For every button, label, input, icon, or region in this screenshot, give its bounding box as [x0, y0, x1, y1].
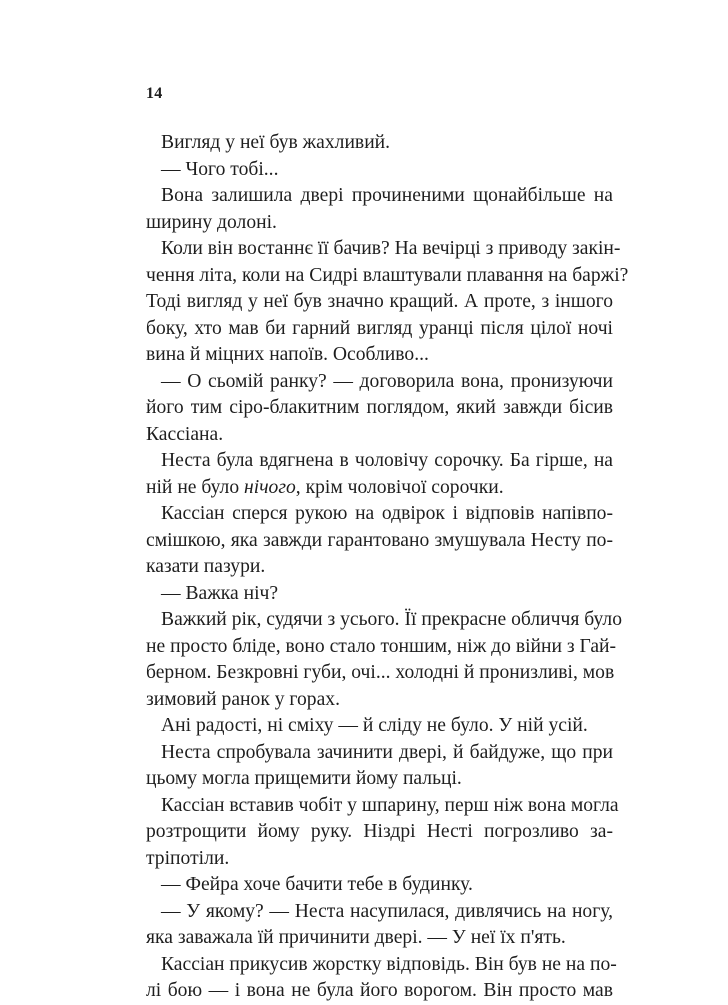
text-line	[146, 581, 613, 608]
text-segment: вина й міцних напоїв. Особливо...	[146, 344, 429, 365]
text-segment: Вона залишила двері прочиненими щонайбільше на	[161, 185, 613, 206]
text-line	[146, 395, 613, 422]
text-segment: — У якому? — Неста насупилася, дивлячись на ногу,	[161, 900, 613, 922]
text-line	[146, 713, 613, 740]
text-segment: Коли він востаннє її бачив? На вечірці з приводу закін-	[161, 238, 621, 259]
body-text	[146, 130, 629, 1005]
text-segment: зимовий ранок у горах.	[146, 688, 340, 710]
text-line	[146, 634, 617, 661]
text-segment: цьому могла прищемити йому пальці.	[146, 768, 462, 789]
text-line	[146, 263, 629, 290]
text-line	[146, 899, 613, 926]
text-segment: яка заважала їй причинити двері. — У неї їх п'ять.	[146, 927, 566, 948]
text-segment: Тоді вигляд у неї був значно кращий. А проте, з іншого	[146, 291, 613, 312]
text-line	[146, 660, 613, 687]
text-line	[146, 872, 613, 899]
page-number: 14	[146, 85, 163, 102]
text-line	[146, 554, 613, 581]
text-line	[146, 607, 623, 634]
text-line	[146, 448, 613, 475]
text-line	[146, 740, 613, 767]
text-line	[146, 952, 617, 979]
text-line	[146, 210, 613, 237]
text-segment: ширину долоні.	[146, 211, 277, 233]
text-segment: казати пазури.	[146, 556, 266, 577]
text-segment: — Чого тобі...	[161, 158, 279, 180]
text-segment: — Фейра хоче бачити тебе в будинку.	[161, 874, 473, 895]
text-line	[146, 925, 613, 952]
text-line	[146, 289, 613, 316]
text-segment: його тим сіро-блакитним поглядом, який завжди бісив	[146, 397, 613, 418]
text-segment: смішкою, яка завжди гарантовано змушувала Несту по-	[146, 529, 613, 551]
text-segment: Кассіан сперся рукою на одвірок і відповів напівпо-	[161, 503, 613, 524]
emphasis-text: нічого	[244, 476, 296, 498]
text-line	[146, 369, 613, 396]
text-line	[146, 978, 613, 1005]
text-line	[146, 157, 613, 184]
text-line	[146, 687, 613, 714]
text-line	[146, 236, 621, 263]
text-segment: лі бою — і вона не була його ворогом. Він просто мав	[146, 980, 613, 1001]
text-line	[146, 819, 613, 846]
text-segment: берном. Безкровні губи, очі... холодні й пронизливі, мов	[146, 662, 615, 683]
text-line	[146, 793, 619, 820]
text-segment: Ані радості, ні сміху — й сліду не було. У ній усій.	[161, 715, 588, 736]
text-segment: Неста спробувала зачинити двері, й байдуже, що при	[161, 741, 613, 763]
text-segment: , крім чоловічої сорочки.	[295, 476, 504, 498]
text-segment: Кассіана.	[146, 423, 224, 445]
text-line	[146, 766, 613, 793]
text-segment: — О сьомій ранку? — договорила вона, пронизуючи	[161, 370, 613, 392]
text-line	[146, 422, 613, 449]
text-line	[146, 183, 613, 210]
text-segment: тріпотіли.	[146, 847, 230, 869]
text-segment: Кассіан прикусив жорстку відповідь. Він був не на по-	[161, 953, 617, 975]
text-line	[146, 316, 613, 343]
text-line	[146, 501, 613, 528]
text-line	[146, 342, 613, 369]
text-segment: боку, хто мав би гарний вигляд уранці після цілої ночі	[146, 317, 613, 339]
text-segment: ній не було	[146, 476, 245, 498]
text-line	[146, 846, 613, 873]
text-segment: Неста була вдягнена в чоловічу сорочку. Ба гірше, на	[161, 450, 613, 471]
text-segment: не просто бліде, воно стало тоншим, ніж до війни з Гай-	[146, 635, 617, 657]
text-line	[146, 528, 613, 555]
text-segment: Важкий рік, судячи з усього. Її прекрасне обличчя було	[161, 609, 623, 630]
text-segment: Кассіан вставив чобіт у шпарину, перш ніж вона могла	[161, 794, 619, 816]
text-segment: чення літа, коли на Сидрі влаштували плавання на баржі?	[146, 264, 629, 286]
text-segment: Вигляд у неї був жахливий.	[161, 132, 391, 153]
text-segment: — Важка ніч?	[161, 582, 279, 604]
text-segment: розтрощити йому руку. Ніздрі Несті погрозливо за-	[146, 821, 613, 842]
text-line	[146, 475, 613, 502]
text-line	[146, 130, 613, 157]
